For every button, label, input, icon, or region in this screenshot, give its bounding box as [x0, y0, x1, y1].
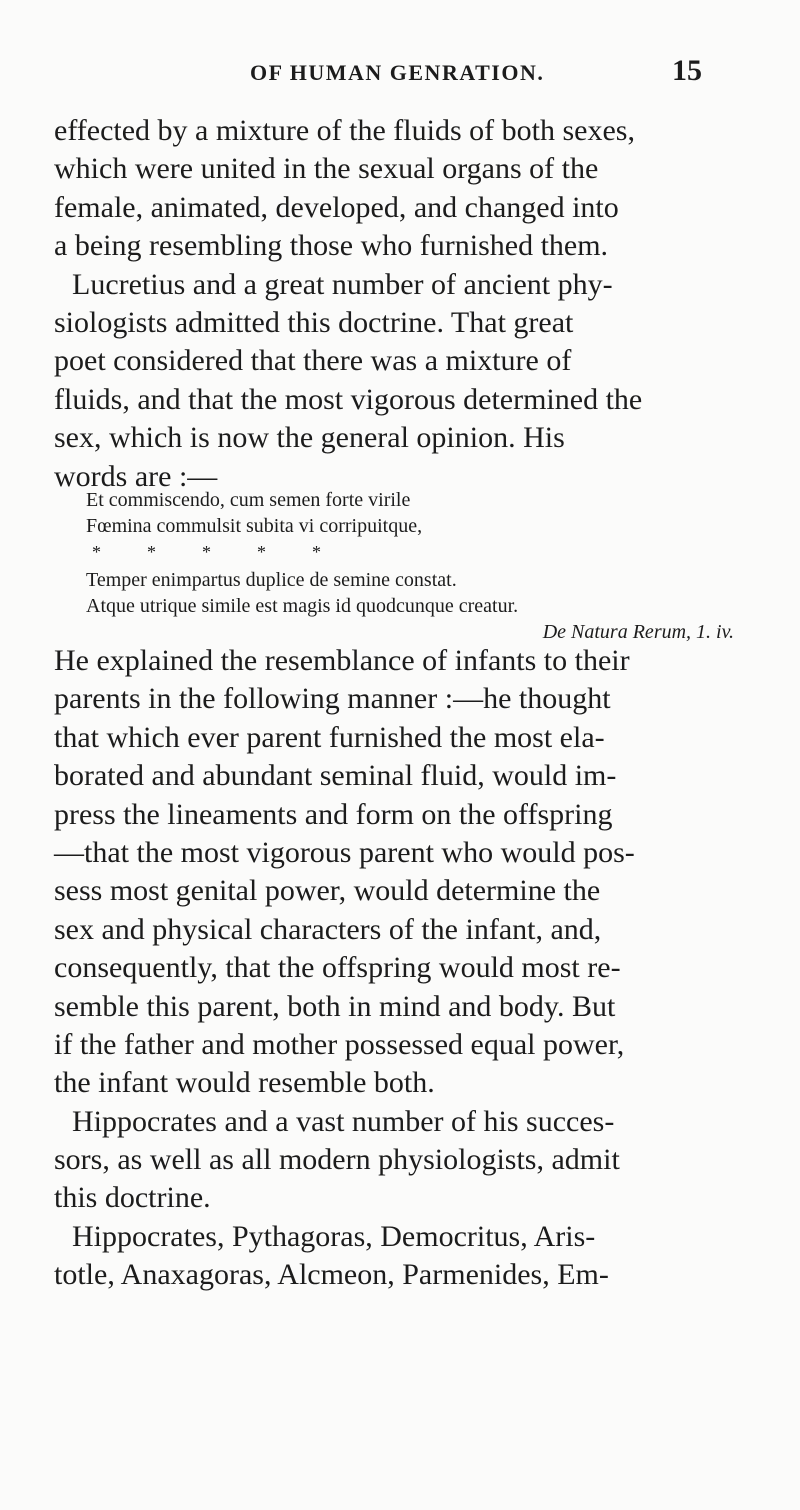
- running-title: OF HUMAN GENRATION.: [250, 60, 545, 85]
- text-line: the infant would resemble both.: [54, 1066, 435, 1100]
- ellipsis-stars: [86, 539, 746, 567]
- verse-line: Fœmina commulsit subita vi corripuitque,: [86, 515, 423, 537]
- text-line: borated and abundant seminal fluid, would im-: [54, 759, 617, 793]
- text-line: sex, which is now the general opinion. His: [54, 421, 565, 455]
- running-head: [0, 54, 800, 94]
- verse-line: Temper enimpartus duplice de semine constat.: [86, 569, 457, 591]
- star-mark: *: [202, 542, 211, 562]
- text-line: semble this parent, both in mind and body. But: [54, 989, 616, 1023]
- text-line: sors, as well as all modern physiologists, admit: [54, 1143, 620, 1177]
- text-line: press the lineaments and form on the offspring: [54, 797, 613, 831]
- verse-line: Atque utrique simile est magis id quodcunque creatur.: [86, 595, 519, 617]
- text-line: female, animated, developed, and changed into: [54, 190, 619, 224]
- text-line: Lucretius and a great number of ancient phy-: [72, 267, 613, 301]
- text-line: He explained the resemblance of infants to their: [54, 644, 630, 677]
- text-line: parents in the following manner :—he thought: [54, 682, 611, 716]
- text-line: that which ever parent furnished the most ela-: [54, 720, 605, 754]
- text-line: siologists admitted this doctrine. That great: [54, 305, 574, 339]
- quotation-citation: De Natura Rerum, 1. iv.: [542, 621, 734, 643]
- star-mark: *: [312, 542, 321, 562]
- page-number: 15: [672, 54, 702, 87]
- text-line: sex and physical characters of the infant, and,: [54, 912, 602, 946]
- text-line: —that the most vigorous parent who would pos-: [54, 835, 635, 869]
- body-text-top: [54, 112, 746, 496]
- text-line: totle, Anaxagoras, Alcmeon, Parmenides, Em-: [54, 1258, 609, 1292]
- text-line: consequently, that the offspring would most re-: [54, 951, 621, 985]
- verse-line: Et commiscendo, cum semen forte virile: [86, 489, 411, 511]
- body-text-bottom: [54, 642, 746, 1295]
- star-mark: *: [92, 542, 101, 562]
- text-line: sess most genital power, would determine the: [54, 874, 601, 908]
- star-mark: *: [257, 542, 266, 562]
- text-line: words are :—: [54, 459, 218, 493]
- text-line: fluids, and that the most vigorous determined the: [54, 382, 643, 416]
- text-line: if the father and mother possessed equal power,: [54, 1027, 625, 1061]
- text-line: poet considered that there was a mixture of: [54, 344, 572, 378]
- latin-quotation: [86, 487, 746, 645]
- star-mark: *: [147, 542, 156, 562]
- text-line: a being resembling those who furnished them.: [54, 229, 609, 263]
- text-line: effected by a mixture of the fluids of both sexes,: [54, 114, 635, 147]
- text-line: Hippocrates and a vast number of his succes-: [72, 1104, 615, 1138]
- text-line: this doctrine.: [54, 1181, 211, 1215]
- text-line: Hippocrates, Pythagoras, Democritus, Aris-: [72, 1219, 596, 1253]
- text-line: which were united in the sexual organs of the: [54, 152, 599, 186]
